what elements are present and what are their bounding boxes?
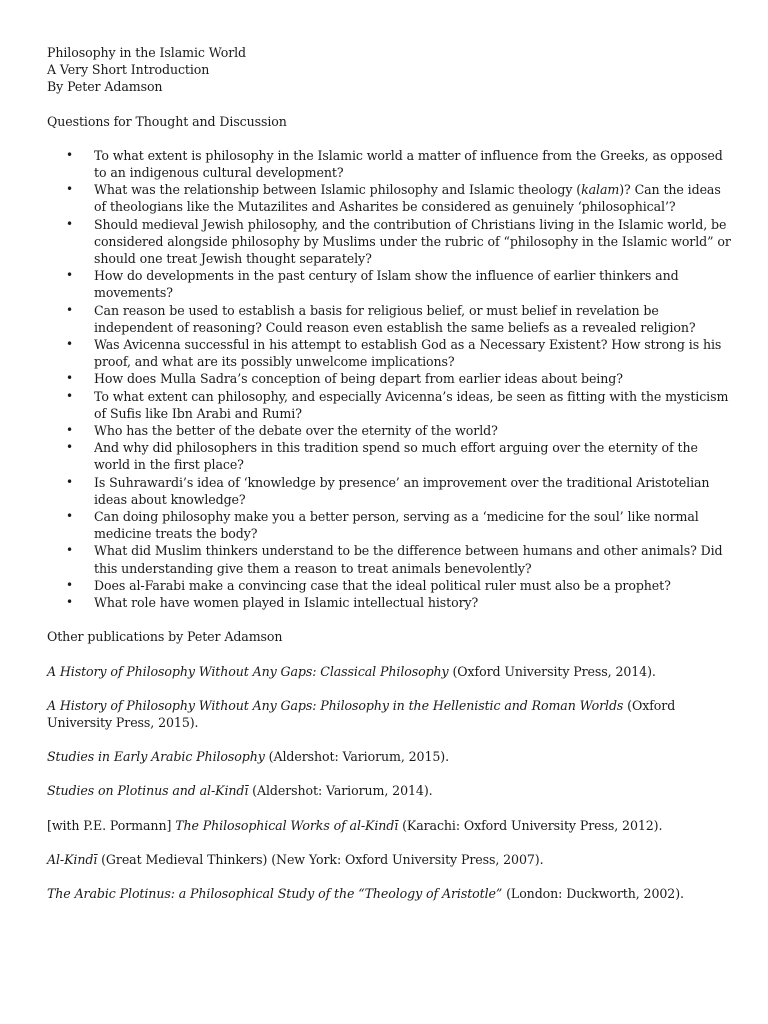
other-publications-heading: Other publications by Peter Adamson [47, 629, 283, 645]
book-author: By Peter Adamson [47, 79, 163, 95]
question-item: • Who has the better of the debate over the eternity of the world? [66, 423, 498, 439]
question-item: • What role have women played in Islamic intellectual history? [66, 595, 479, 611]
question-item: • How do developments in the past century of Islam show the influence of earlier thinkers and movements? [66, 268, 679, 301]
question-item: • How does Mulla Sadra’s conception of being depart from earlier ideas about being? [66, 371, 623, 387]
bullet-icon: • [66, 337, 73, 352]
publication-entry: Al-Kindī (Great Medieval Thinkers) (New York: Oxford University Press, 2007). [47, 851, 544, 867]
bullet-icon: • [66, 302, 73, 317]
bullet-icon: • [66, 147, 73, 162]
bullet-icon: • [66, 595, 73, 610]
publication-entry: The Arabic Plotinus: a Philosophical Study of the “Theology of Aristotle” (London: Duckworth, 2002). [47, 885, 684, 901]
question-item: • Should medieval Jewish philosophy, and the contribution of Christians living in the Islamic world, be considered alongside philosophy by Muslims under the rubric of “philosophy in the Islamic world” or should one treat Jewish thought separately? [66, 216, 731, 267]
bullet-icon: • [66, 543, 73, 558]
bullet-icon: • [66, 509, 73, 524]
question-item: • Is Suhrawardi’s idea of ‘knowledge by presence’ an improvement over the traditional Aristotelian ideas about knowledge? [66, 474, 710, 507]
question-item: • What did Muslim thinkers understand to be the difference between humans and other animals? Did this understanding give them a reason to treat animals benevolently? [66, 543, 723, 576]
publication-entry: Studies in Early Arabic Philosophy (Aldershot: Variorum, 2015). [47, 749, 450, 765]
questions-heading: Questions for Thought and Discussion [47, 113, 287, 129]
publication-entry: A History of Philosophy Without Any Gaps: Classical Philosophy (Oxford University Press, 2014). [47, 663, 656, 679]
question-item: • And why did philosophers in this tradition spend so much effort arguing over the eternity of the world in the first place? [66, 440, 698, 473]
bullet-icon: • [66, 577, 73, 592]
questions-list [47, 147, 731, 611]
question-item: • Can reason be used to establish a basis for religious belief, or must belief in revelation be independent of reasoning? Could reason even establish the same beliefs as a revealed religion? [66, 302, 696, 335]
publication-entry: A History of Philosophy Without Any Gaps: Philosophy in the Hellenistic and Roman Worlds (Oxford University Press, 2015). [47, 697, 676, 730]
question-item: • To what extent can philosophy, and especially Avicenna’s ideas, be seen as fitting with the mysticism of Sufis like Ibn Arabi and Rumi? [66, 388, 729, 421]
question-item: • To what extent is philosophy in the Islamic world a matter of influence from the Greeks, as opposed to an indigenous cultural development? [66, 147, 723, 181]
bullet-icon: • [66, 388, 73, 403]
bullet-icon: • [66, 182, 73, 197]
bullet-icon: • [66, 440, 73, 455]
bullet-icon: • [66, 371, 73, 386]
question-item: • Does al-Farabi make a convincing case that the ideal political ruler must also be a prophet? [66, 577, 671, 593]
bullet-icon: • [66, 216, 73, 231]
book-title: Philosophy in the Islamic World [47, 45, 247, 60]
question-item: • What was the relationship between Islamic philosophy and Islamic theology (kalam)? Can the ideas of theologians like the Mutazilites and Asharites be considered as genuinely ‘philosophical’? [66, 182, 721, 215]
bullet-icon: • [66, 268, 73, 283]
publication-entry: [with P.E. Pormann] The Philosophical Works of al-Kindī (Karachi: Oxford University Press, 2012). [47, 817, 663, 833]
book-subtitle: A Very Short Introduction [47, 62, 210, 78]
document-page [47, 44, 731, 902]
question-item: • Was Avicenna successful in his attempt to establish God as a Necessary Existent? How strong is his proof, and what are its possibly unwelcome implications? [66, 337, 722, 370]
bullet-icon: • [66, 423, 73, 438]
question-item: • Can doing philosophy make you a better person, serving as a ‘medicine for the soul’ like normal medicine treats the body? [66, 509, 699, 542]
publication-entry: Studies on Plotinus and al-Kindī (Aldershot: Variorum, 2014). [47, 783, 433, 799]
publications-list [47, 663, 731, 903]
bullet-icon: • [66, 474, 73, 489]
